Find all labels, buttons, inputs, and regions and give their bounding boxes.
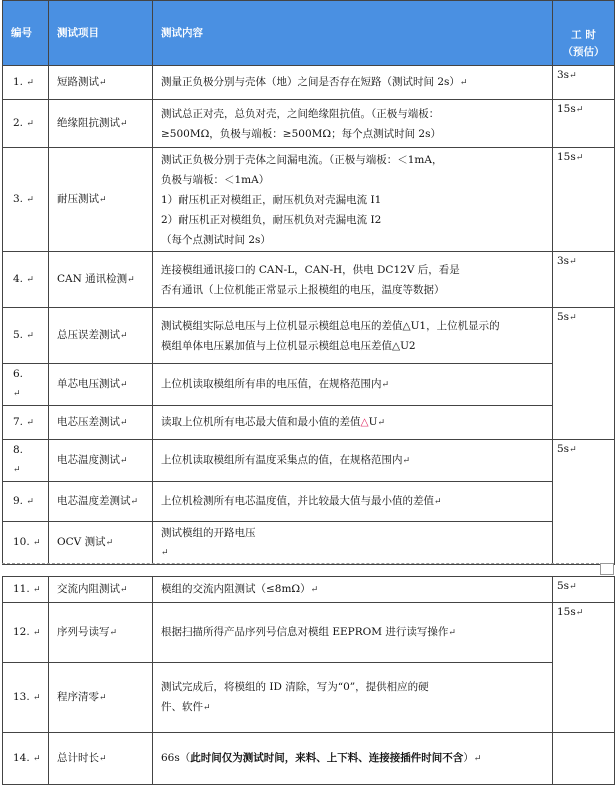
row-content: 66s（此时间仅为测试时间，来料、上下料、连接接插件时间不含）↵ <box>153 733 553 785</box>
row-time: 3s↵ <box>553 252 615 308</box>
row-time: 5s↵ <box>553 308 615 440</box>
row-content: 测试模组实际总电压与上位机显示模组总电压的差值△U1，上位机显示的 模组单体电压累加值与上位机显示模组总电压差值△U2 <box>153 308 553 364</box>
row-content: 上位机读取模组所有温度采集点的值，在规格范围内↵ <box>153 440 553 482</box>
row-num: 11. ↵ <box>3 577 49 603</box>
row-item: CAN 通讯检测↵ <box>49 252 153 308</box>
table-row <box>3 148 615 252</box>
row-num: 5. ↵ <box>3 308 49 364</box>
row-num: 2. ↵ <box>3 100 49 148</box>
row-num: 1. ↵ <box>3 66 49 100</box>
row-content: 测试正负极分别于壳体之间漏电流。（正极与端板：＜1mA， 负极与端板：＜1mA） 1）耐压机正对模组正，耐压机负对壳漏电流 I1 2）耐压机正对模组负，耐压机负对壳漏电流 I2 （每个点测试时间 2s） <box>153 148 553 252</box>
table-row <box>3 577 615 603</box>
row-item: 电芯温度测试↵ <box>49 440 153 482</box>
row-time: 15s↵ <box>553 100 615 148</box>
row-num: 10. ↵ <box>3 522 49 565</box>
row-content: 上位机读取模组所有串的电压值，在规格范围内↵ <box>153 364 553 406</box>
table-row <box>3 603 615 663</box>
row-content: 根据扫描所得产品序列号信息对模组 EEPROM 进行读写操作↵ <box>153 603 553 663</box>
row-num: 3. ↵ <box>3 148 49 252</box>
table-row <box>3 663 615 733</box>
header-num: 编号 <box>3 1 49 66</box>
header-row <box>3 1 615 66</box>
row-num: 9. ↵ <box>3 482 49 522</box>
table-row <box>3 308 615 364</box>
table-row <box>3 406 615 440</box>
row-num: 8. ↵ <box>3 440 49 482</box>
row-item: 短路测试↵ <box>49 66 153 100</box>
row-num: 7. ↵ <box>3 406 49 440</box>
row-item: 程序清零↵ <box>49 663 153 733</box>
row-time: 5s↵ <box>553 577 615 603</box>
row-content: 读取上位机所有电芯最大值和最小值的差值△U↵ <box>153 406 553 440</box>
row-time: 15s↵ <box>553 603 615 733</box>
table-row <box>3 364 615 406</box>
table-row <box>3 100 615 148</box>
row-item: OCV 测试↵ <box>49 522 153 565</box>
row-num: 13. ↵ <box>3 663 49 733</box>
table-row <box>3 482 615 522</box>
row-time: 3s↵ <box>553 66 615 100</box>
row-time: 5s↵ <box>553 440 615 565</box>
row-item: 单芯电压测试↵ <box>49 364 153 406</box>
row-content: 测试完成后，将模组的 ID 清除，写为“0”，提供相应的硬 件、软件↵ <box>153 663 553 733</box>
row-num: 4. ↵ <box>3 252 49 308</box>
table-row <box>3 522 615 565</box>
row-content: 测试总正对壳，总负对壳，之间绝缘阻抗值。（正极与端板： ≥500MΩ，负极与端板：≥500MΩ；每个点测试时间 2s） <box>153 100 553 148</box>
row-item: 序列号读写↵ <box>49 603 153 663</box>
row-content: 测试模组的开路电压 ↵ <box>153 522 553 565</box>
row-item: 耐压测试↵ <box>49 148 153 252</box>
row-num: 14. ↵ <box>3 733 49 785</box>
row-num: 12. ↵ <box>3 603 49 663</box>
row-content: 上位机检测所有电芯温度值，并比较最大值与最小值的差值↵ <box>153 482 553 522</box>
table-row <box>3 440 615 482</box>
table-row <box>3 733 615 785</box>
row-item: 总计时长↵ <box>49 733 153 785</box>
table-row <box>3 252 615 308</box>
row-content: 连接模组通讯接口的 CAN-L，CAN-H，供电 DC12V 后，看是 否有通讯（上位机能正常显示上报模组的电压，温度等数据） <box>153 252 553 308</box>
row-content: 测量正负极分别与壳体（地）之间是否存在短路（测试时间 2s）↵ <box>153 66 553 100</box>
header-time: 工 时 （预估） <box>553 1 615 66</box>
header-item: 测试项目 <box>49 1 153 66</box>
row-num: 6. ↵ <box>3 364 49 406</box>
test-table-part2 <box>2 576 615 785</box>
row-content: 模组的交流内阻测试（≤8mΩ）↵ <box>153 577 553 603</box>
row-time <box>553 733 615 785</box>
row-item: 电芯温度差测试↵ <box>49 482 153 522</box>
row-item: 交流内阻测试↵ <box>49 577 153 603</box>
row-item: 电芯压差测试↵ <box>49 406 153 440</box>
test-table-part1 <box>2 0 615 565</box>
row-item: 总压误差测试↵ <box>49 308 153 364</box>
row-time: 15s↵ <box>553 148 615 252</box>
header-content: 测试内容 <box>153 1 553 66</box>
row-item: 绝缘阻抗测试↵ <box>49 100 153 148</box>
table-row <box>3 66 615 100</box>
